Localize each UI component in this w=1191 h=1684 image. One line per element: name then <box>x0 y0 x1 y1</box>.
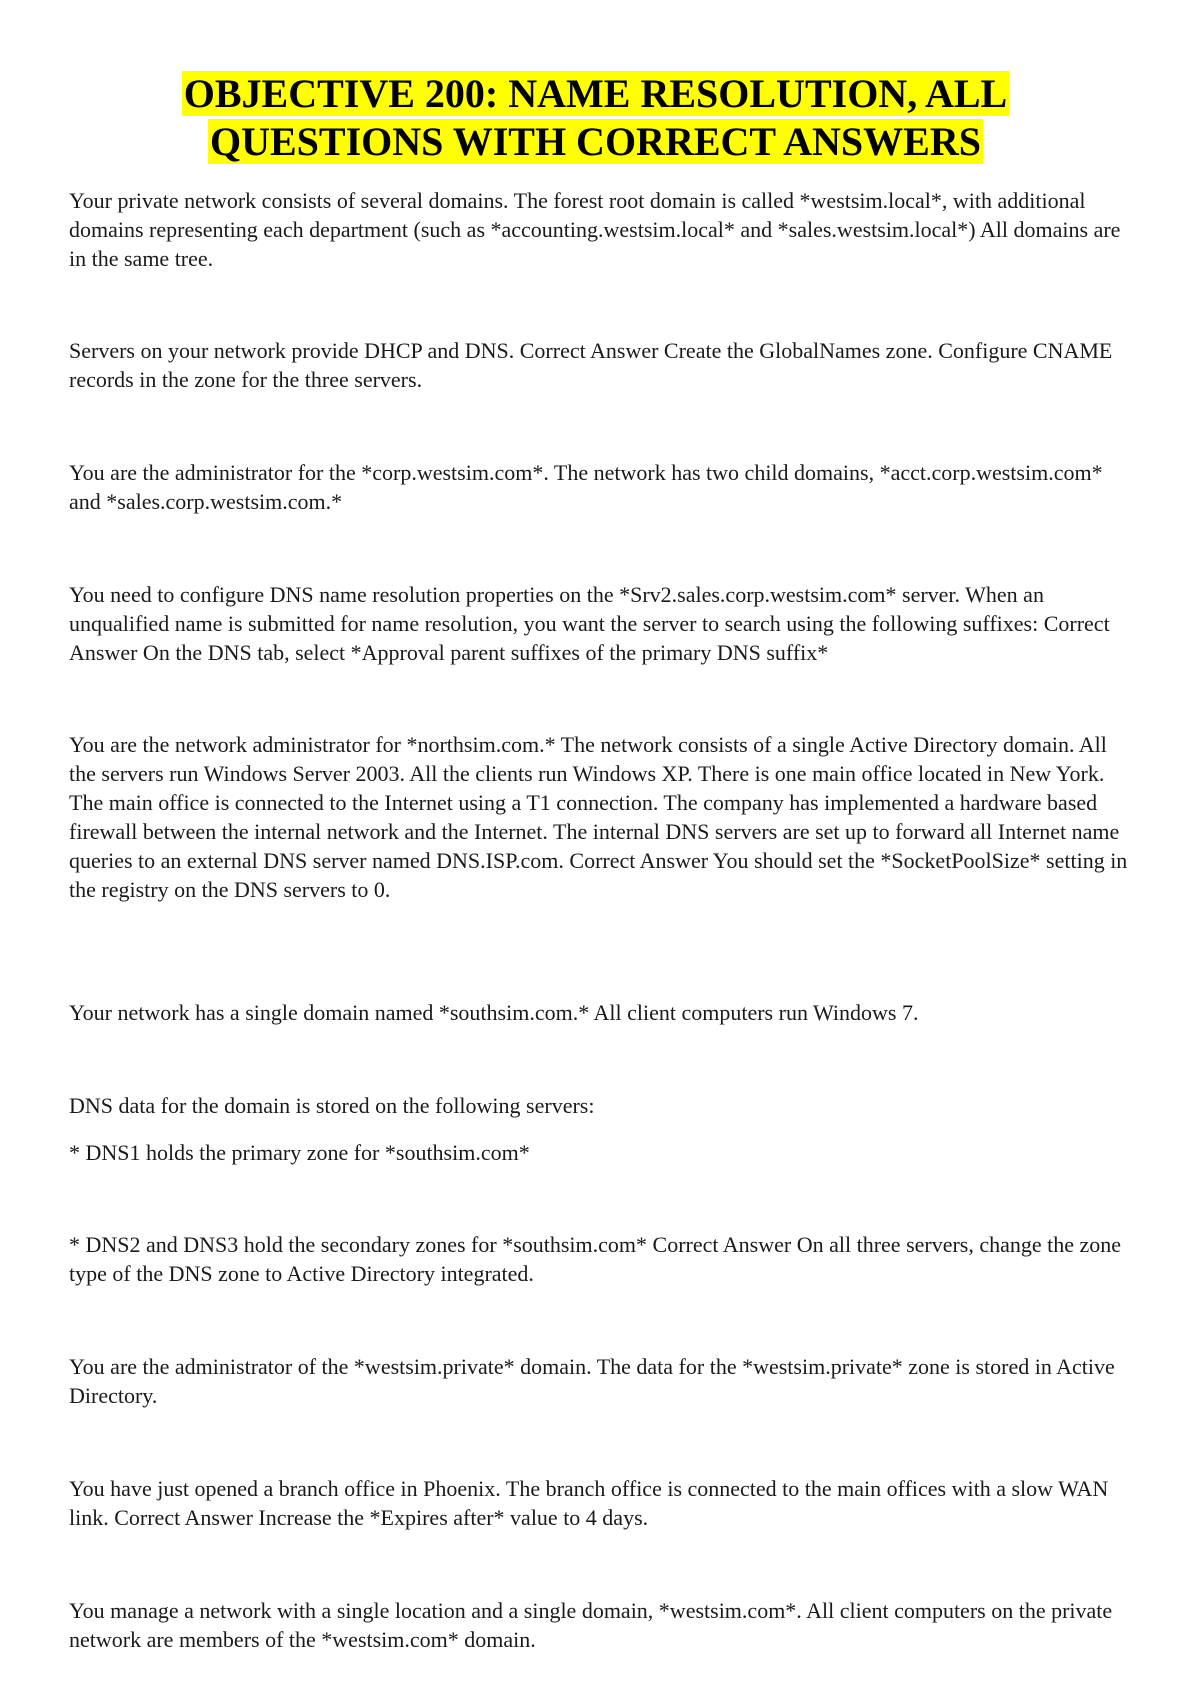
paragraph-6: Your network has a single domain named *southsim.com.* All client computers run Windows 7. <box>69 1000 919 1025</box>
paragraph-12: You manage a network with a single location and a single domain, *westsim.com*. All client computers on the private network are members of the *westsim.com* domain. <box>69 1598 1113 1652</box>
paragraph-11: You have just opened a branch office in Phoenix. The branch office is connected to the main offices with a slow WAN link. Correct Answer Increase the *Expires after* value to 4 days. <box>69 1476 1109 1530</box>
paragraph-7: DNS data for the domain is stored on the following servers: <box>69 1093 595 1118</box>
document-title <box>0 70 1191 166</box>
paragraph-3: You are the administrator for the *corp.westsim.com*. The network has two child domains, *acct.corp.westsim.com* and *sales.corp.westsim.com.* <box>69 460 1103 514</box>
paragraph-8: * DNS1 holds the primary zone for *southsim.com* <box>69 1140 530 1165</box>
paragraph-9: * DNS2 and DNS3 hold the secondary zones for *southsim.com* Correct Answer On all three servers, change the zone type of the DNS zone to Active Directory integrated. <box>69 1232 1122 1286</box>
title-line-2: QUESTIONS WITH CORRECT ANSWERS <box>210 119 981 164</box>
paragraph-2: Servers on your network provide DHCP and DNS. Correct Answer Create the GlobalNames zone. Configure CNAME records in the zone for the three servers. <box>69 338 1113 392</box>
paragraph-5: You are the network administrator for *northsim.com.* The network consists of a single Active Directory domain. All the servers run Windows Server 2003. All the clients run Windows XP. There is one main office located in New York. The main office is connected to the Internet using a T1 connection. The company has implemented a hardware based firewall between the internal network and the Internet. The internal DNS servers are set up to forward all Internet name queries to an external DNS server named DNS.ISP.com. Correct Answer You should set the *SocketPoolSize* setting in the registry on the DNS servers to 0. <box>69 732 1128 902</box>
paragraph-10: You are the administrator of the *westsim.private* domain. The data for the *westsim.private* zone is stored in Active Directory. <box>69 1354 1115 1408</box>
title-line-1: OBJECTIVE 200: NAME RESOLUTION, ALL <box>183 71 1008 116</box>
paragraph-4: You need to configure DNS name resolution properties on the *Srv2.sales.corp.westsim.com* server. When an unqualified name is submitted for name resolution, you want the server to search using the following suffixes: Correct Answer On the DNS tab, select *Approval parent suffixes of the primary DNS suffix* <box>69 582 1110 665</box>
paragraph-1: Your private network consists of several domains. The forest root domain is called *westsim.local*, with additional domains representing each department (such as *accounting.westsim.local* and *sales.westsim.local*) All domains are in the same tree. <box>69 188 1121 271</box>
